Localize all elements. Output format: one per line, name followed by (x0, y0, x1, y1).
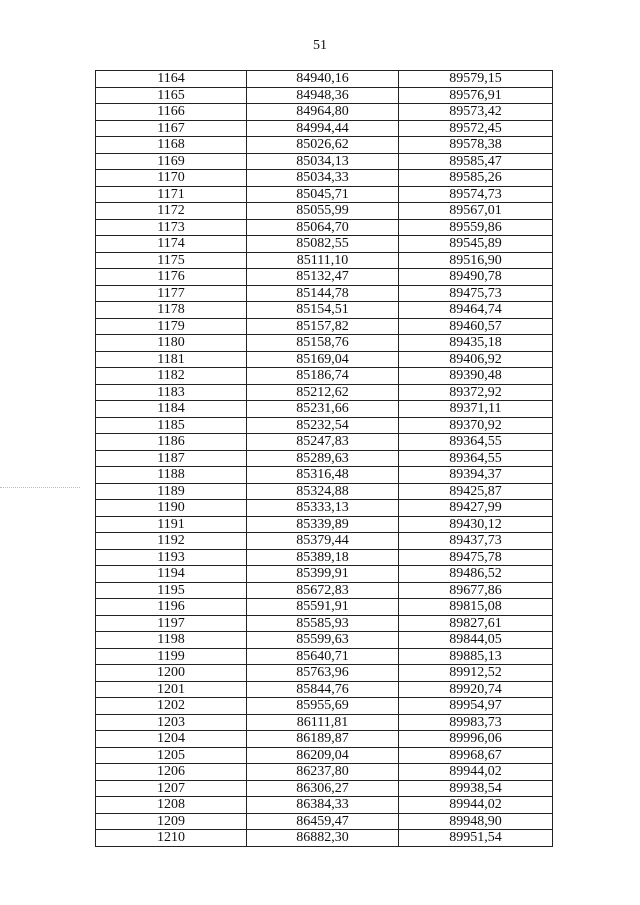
table-row (96, 632, 553, 649)
x-coordinate-cell: 85132,47 (247, 269, 399, 286)
x-coordinate-cell: 86882,30 (247, 830, 399, 847)
point-number-cell: 1174 (96, 236, 247, 253)
table-row (96, 236, 553, 253)
y-coordinate-cell: 89574,73 (399, 186, 553, 203)
y-coordinate-cell: 89390,48 (399, 368, 553, 385)
table-row (96, 714, 553, 731)
x-coordinate-cell: 86237,80 (247, 764, 399, 781)
x-coordinate-cell: 86306,27 (247, 780, 399, 797)
point-number-cell: 1189 (96, 483, 247, 500)
point-number-cell: 1190 (96, 500, 247, 517)
point-number-cell: 1180 (96, 335, 247, 352)
table-row (96, 500, 553, 517)
x-coordinate-cell: 85034,33 (247, 170, 399, 187)
point-number-cell: 1167 (96, 120, 247, 137)
table-row (96, 120, 553, 137)
point-number-cell: 1185 (96, 417, 247, 434)
x-coordinate-cell: 85247,83 (247, 434, 399, 451)
table-row (96, 351, 553, 368)
y-coordinate-cell: 89576,91 (399, 87, 553, 104)
y-coordinate-cell: 89573,42 (399, 104, 553, 121)
y-coordinate-cell: 89912,52 (399, 665, 553, 682)
y-coordinate-cell: 89572,45 (399, 120, 553, 137)
x-coordinate-cell: 85154,51 (247, 302, 399, 319)
y-coordinate-cell: 89430,12 (399, 516, 553, 533)
table-row (96, 318, 553, 335)
point-number-cell: 1171 (96, 186, 247, 203)
x-coordinate-cell: 85672,83 (247, 582, 399, 599)
x-coordinate-cell: 85157,82 (247, 318, 399, 335)
point-number-cell: 1173 (96, 219, 247, 236)
y-coordinate-cell: 89951,54 (399, 830, 553, 847)
table-row (96, 516, 553, 533)
x-coordinate-cell: 85212,62 (247, 384, 399, 401)
x-coordinate-cell: 84994,44 (247, 120, 399, 137)
x-coordinate-cell: 85144,78 (247, 285, 399, 302)
y-coordinate-cell: 89948,90 (399, 813, 553, 830)
point-number-cell: 1176 (96, 269, 247, 286)
y-coordinate-cell: 89585,26 (399, 170, 553, 187)
y-coordinate-cell: 89579,15 (399, 71, 553, 88)
point-number-cell: 1205 (96, 747, 247, 764)
table-row (96, 780, 553, 797)
x-coordinate-cell: 86189,87 (247, 731, 399, 748)
point-number-cell: 1204 (96, 731, 247, 748)
point-number-cell: 1202 (96, 698, 247, 715)
y-coordinate-cell: 89578,38 (399, 137, 553, 154)
table-row (96, 137, 553, 154)
table-row (96, 681, 553, 698)
point-number-cell: 1208 (96, 797, 247, 814)
y-coordinate-cell: 89486,52 (399, 566, 553, 583)
x-coordinate-cell: 85333,13 (247, 500, 399, 517)
x-coordinate-cell: 85055,99 (247, 203, 399, 220)
y-coordinate-cell: 89425,87 (399, 483, 553, 500)
y-coordinate-cell: 89844,05 (399, 632, 553, 649)
x-coordinate-cell: 86459,47 (247, 813, 399, 830)
y-coordinate-cell: 89475,73 (399, 285, 553, 302)
y-coordinate-cell: 89460,57 (399, 318, 553, 335)
x-coordinate-cell: 85324,88 (247, 483, 399, 500)
y-coordinate-cell: 89364,55 (399, 434, 553, 451)
point-number-cell: 1168 (96, 137, 247, 154)
y-coordinate-cell: 89437,73 (399, 533, 553, 550)
point-number-cell: 1198 (96, 632, 247, 649)
x-coordinate-cell: 85045,71 (247, 186, 399, 203)
point-number-cell: 1170 (96, 170, 247, 187)
table-row (96, 186, 553, 203)
x-coordinate-cell: 85316,48 (247, 467, 399, 484)
y-coordinate-cell: 89370,92 (399, 417, 553, 434)
table-row (96, 417, 553, 434)
table-row (96, 747, 553, 764)
table-row (96, 648, 553, 665)
table-row (96, 384, 553, 401)
x-coordinate-cell: 84948,36 (247, 87, 399, 104)
x-coordinate-cell: 85955,69 (247, 698, 399, 715)
y-coordinate-cell: 89815,08 (399, 599, 553, 616)
point-number-cell: 1184 (96, 401, 247, 418)
y-coordinate-cell: 89490,78 (399, 269, 553, 286)
table-row (96, 549, 553, 566)
point-number-cell: 1181 (96, 351, 247, 368)
table-row (96, 566, 553, 583)
table-row (96, 665, 553, 682)
x-coordinate-cell: 85379,44 (247, 533, 399, 550)
x-coordinate-cell: 85339,89 (247, 516, 399, 533)
x-coordinate-cell: 85169,04 (247, 351, 399, 368)
point-number-cell: 1166 (96, 104, 247, 121)
table-row (96, 269, 553, 286)
point-number-cell: 1175 (96, 252, 247, 269)
x-coordinate-cell: 85640,71 (247, 648, 399, 665)
point-number-cell: 1206 (96, 764, 247, 781)
table-row (96, 813, 553, 830)
point-number-cell: 1183 (96, 384, 247, 401)
table-row (96, 219, 553, 236)
point-number-cell: 1191 (96, 516, 247, 533)
y-coordinate-cell: 89954,97 (399, 698, 553, 715)
y-coordinate-cell: 89885,13 (399, 648, 553, 665)
x-coordinate-cell: 85082,55 (247, 236, 399, 253)
table-row (96, 252, 553, 269)
table-row (96, 450, 553, 467)
x-coordinate-cell: 86384,33 (247, 797, 399, 814)
table-row (96, 467, 553, 484)
x-coordinate-cell: 86209,04 (247, 747, 399, 764)
y-coordinate-cell: 89559,86 (399, 219, 553, 236)
table-row (96, 698, 553, 715)
x-coordinate-cell: 85289,63 (247, 450, 399, 467)
point-number-cell: 1210 (96, 830, 247, 847)
y-coordinate-cell: 89545,89 (399, 236, 553, 253)
y-coordinate-cell: 89464,74 (399, 302, 553, 319)
point-number-cell: 1177 (96, 285, 247, 302)
y-coordinate-cell: 89371,11 (399, 401, 553, 418)
y-coordinate-cell: 89567,01 (399, 203, 553, 220)
point-number-cell: 1172 (96, 203, 247, 220)
point-number-cell: 1194 (96, 566, 247, 583)
x-coordinate-cell: 85591,91 (247, 599, 399, 616)
point-number-cell: 1169 (96, 153, 247, 170)
x-coordinate-cell: 85026,62 (247, 137, 399, 154)
point-number-cell: 1200 (96, 665, 247, 682)
point-number-cell: 1201 (96, 681, 247, 698)
coordinates-table (95, 70, 553, 847)
point-number-cell: 1207 (96, 780, 247, 797)
y-coordinate-cell: 89427,99 (399, 500, 553, 517)
point-number-cell: 1195 (96, 582, 247, 599)
y-coordinate-cell: 89394,37 (399, 467, 553, 484)
x-coordinate-cell: 85599,63 (247, 632, 399, 649)
x-coordinate-cell: 85844,76 (247, 681, 399, 698)
x-coordinate-cell: 85158,76 (247, 335, 399, 352)
point-number-cell: 1165 (96, 87, 247, 104)
y-coordinate-cell: 89406,92 (399, 351, 553, 368)
x-coordinate-cell: 85186,74 (247, 368, 399, 385)
y-coordinate-cell: 89827,61 (399, 615, 553, 632)
table-row (96, 401, 553, 418)
point-number-cell: 1186 (96, 434, 247, 451)
y-coordinate-cell: 89364,55 (399, 450, 553, 467)
point-number-cell: 1196 (96, 599, 247, 616)
point-number-cell: 1197 (96, 615, 247, 632)
table-row (96, 533, 553, 550)
point-number-cell: 1182 (96, 368, 247, 385)
margin-mark (0, 487, 80, 490)
table-row (96, 599, 553, 616)
table-row (96, 615, 553, 632)
x-coordinate-cell: 84964,80 (247, 104, 399, 121)
page-number: 51 (313, 38, 327, 53)
y-coordinate-cell: 89435,18 (399, 335, 553, 352)
table-row (96, 797, 553, 814)
x-coordinate-cell: 85763,96 (247, 665, 399, 682)
x-coordinate-cell: 85064,70 (247, 219, 399, 236)
y-coordinate-cell: 89996,06 (399, 731, 553, 748)
table-row (96, 302, 553, 319)
x-coordinate-cell: 85399,91 (247, 566, 399, 583)
y-coordinate-cell: 89968,67 (399, 747, 553, 764)
y-coordinate-cell: 89938,54 (399, 780, 553, 797)
x-coordinate-cell: 86111,81 (247, 714, 399, 731)
table-row (96, 582, 553, 599)
table-row (96, 764, 553, 781)
table-row (96, 170, 553, 187)
table-row (96, 285, 553, 302)
table-row (96, 71, 553, 88)
x-coordinate-cell: 85585,93 (247, 615, 399, 632)
coordinates-table-body (96, 71, 553, 847)
y-coordinate-cell: 89944,02 (399, 764, 553, 781)
y-coordinate-cell: 89516,90 (399, 252, 553, 269)
x-coordinate-cell: 85034,13 (247, 153, 399, 170)
point-number-cell: 1164 (96, 71, 247, 88)
table-row (96, 87, 553, 104)
point-number-cell: 1203 (96, 714, 247, 731)
y-coordinate-cell: 89372,92 (399, 384, 553, 401)
y-coordinate-cell: 89920,74 (399, 681, 553, 698)
table-row (96, 434, 553, 451)
point-number-cell: 1193 (96, 549, 247, 566)
table-row (96, 203, 553, 220)
point-number-cell: 1179 (96, 318, 247, 335)
y-coordinate-cell: 89585,47 (399, 153, 553, 170)
x-coordinate-cell: 85231,66 (247, 401, 399, 418)
y-coordinate-cell: 89475,78 (399, 549, 553, 566)
table-row (96, 731, 553, 748)
table-row (96, 335, 553, 352)
x-coordinate-cell: 84940,16 (247, 71, 399, 88)
table-row (96, 483, 553, 500)
x-coordinate-cell: 85389,18 (247, 549, 399, 566)
table-row (96, 830, 553, 847)
point-number-cell: 1178 (96, 302, 247, 319)
y-coordinate-cell: 89944,02 (399, 797, 553, 814)
table-row (96, 104, 553, 121)
x-coordinate-cell: 85232,54 (247, 417, 399, 434)
point-number-cell: 1192 (96, 533, 247, 550)
point-number-cell: 1209 (96, 813, 247, 830)
table-row (96, 368, 553, 385)
point-number-cell: 1199 (96, 648, 247, 665)
point-number-cell: 1187 (96, 450, 247, 467)
y-coordinate-cell: 89983,73 (399, 714, 553, 731)
y-coordinate-cell: 89677,86 (399, 582, 553, 599)
x-coordinate-cell: 85111,10 (247, 252, 399, 269)
point-number-cell: 1188 (96, 467, 247, 484)
table-row (96, 153, 553, 170)
